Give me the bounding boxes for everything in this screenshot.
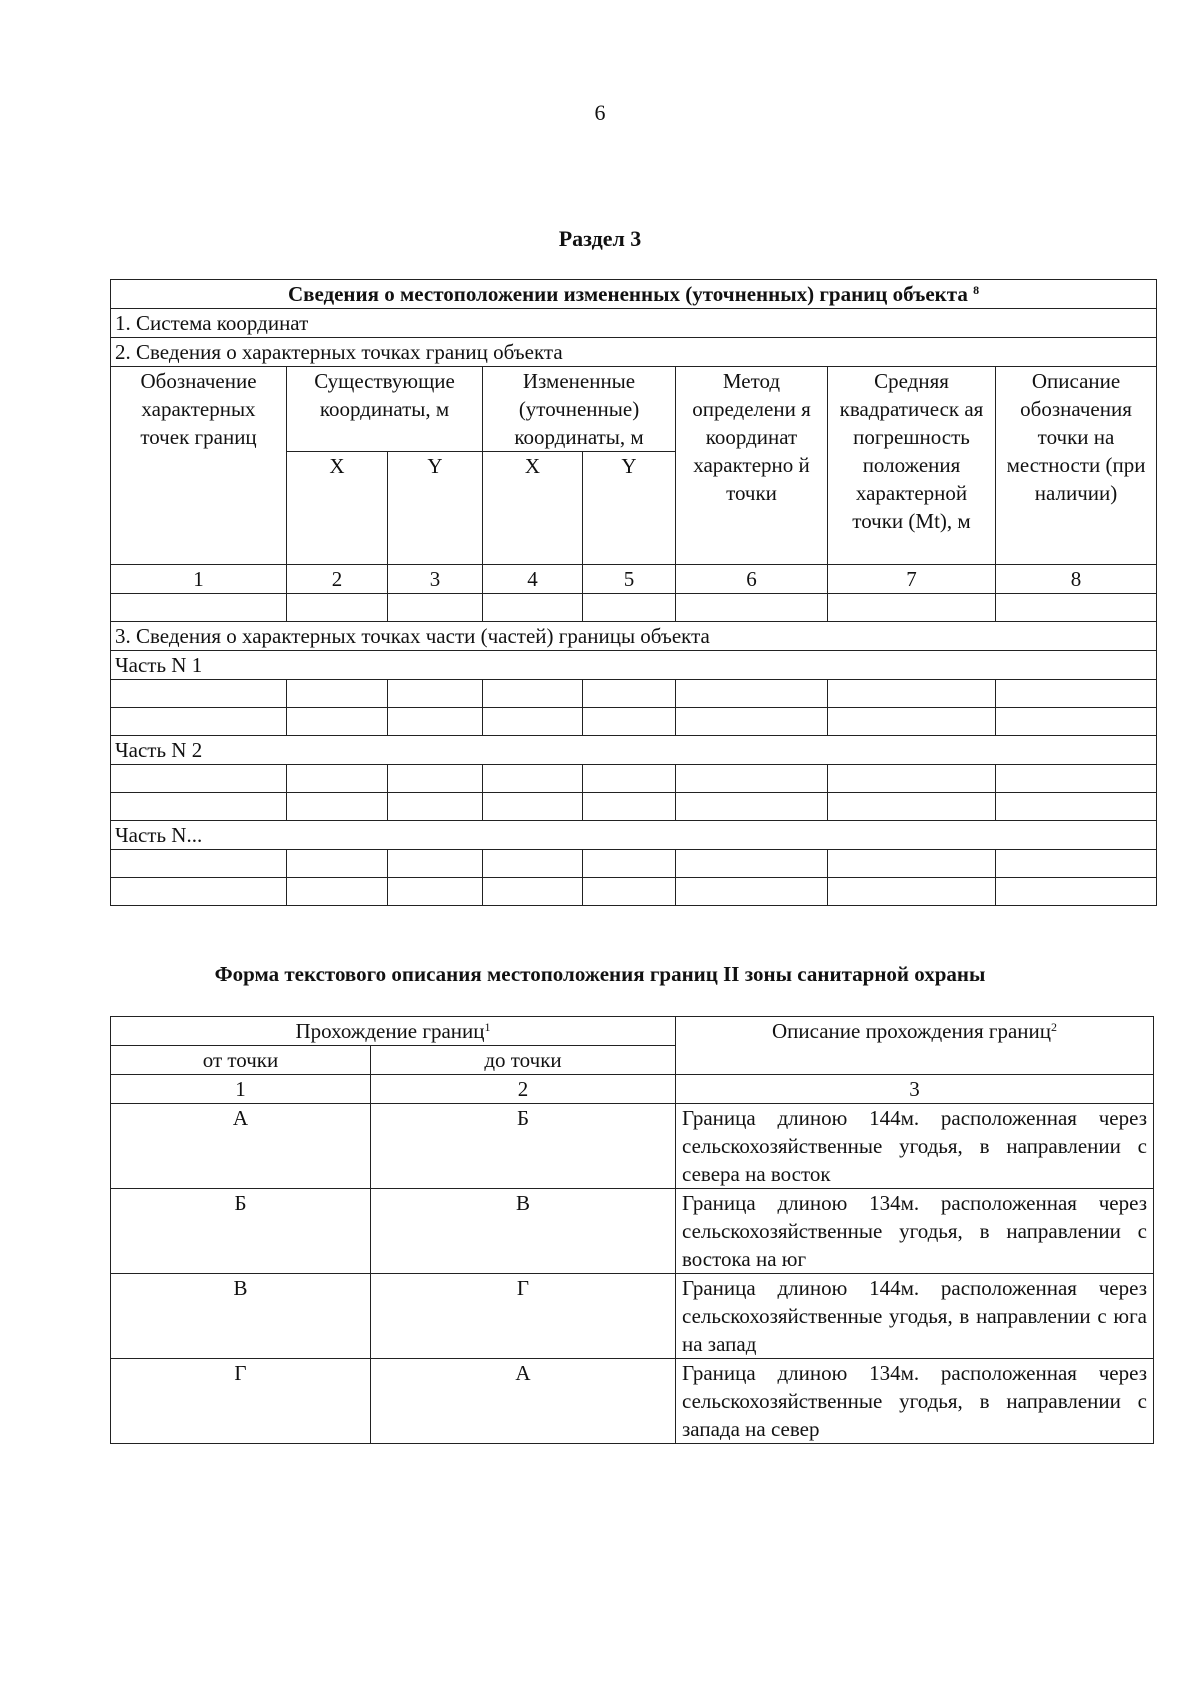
- header-designation: Обозначение характерных точек границ: [111, 367, 287, 565]
- header-to-point: до точки: [371, 1046, 676, 1075]
- header-from-point: от точки: [111, 1046, 371, 1075]
- parts-info-row: 3. Сведения о характерных точках части (частей) границы объекта: [111, 622, 1157, 651]
- boundary-description: Граница длиною 134м. расположенная через сельскохозяйственные угодья, в направлении с запада на север: [676, 1359, 1154, 1444]
- coord-system-row: 1. Система координат: [111, 309, 1157, 338]
- to-point: А: [371, 1359, 676, 1444]
- table-row: [111, 680, 1157, 708]
- part-1-label: Часть N 1: [111, 651, 1157, 680]
- points-info-row: 2. Сведения о характерных точках границ объекта: [111, 338, 1157, 367]
- header-description: Описание обозначения точки на местности (при наличии): [996, 367, 1157, 565]
- to-point: Г: [371, 1274, 676, 1359]
- table-row: [111, 594, 1157, 622]
- table-row: [111, 1274, 1154, 1359]
- header-method: Метод определени я координат характерно й точки: [676, 367, 828, 565]
- table-row: [111, 765, 1157, 793]
- header-error: Средняя квадратическ ая погрешность положения характерной точки (Mt), м: [828, 367, 996, 565]
- table-row: [111, 878, 1157, 906]
- col-number: 3: [676, 1075, 1154, 1104]
- header-x-changed: X: [483, 452, 583, 565]
- header-y-changed: Y: [583, 452, 676, 565]
- header-passage: Прохождение границ$^1$: [111, 1017, 676, 1046]
- from-point: А: [111, 1104, 371, 1189]
- col-number: 2: [371, 1075, 676, 1104]
- col-number: 5: [583, 565, 676, 594]
- col-number: 1: [111, 565, 287, 594]
- table1-title: Сведения о местоположении измененных (уточненных) границ объекта $^8$: [111, 280, 1157, 309]
- col-number: 3: [388, 565, 483, 594]
- boundary-points-table: [110, 279, 1157, 906]
- header-x-existing: X: [287, 452, 388, 565]
- header-changed-coords: Измененные (уточненные) координаты, м: [483, 367, 676, 452]
- boundary-description: Граница длиною 134м. расположенная через сельскохозяйственные угодья, в направлении с востока на юг: [676, 1189, 1154, 1274]
- table-row: [111, 1359, 1154, 1444]
- to-point: В: [371, 1189, 676, 1274]
- header-passage-description: Описание прохождения границ$^2$: [676, 1017, 1154, 1075]
- form-title: Форма текстового описания местоположения границ II зоны санитарной охраны: [214, 962, 986, 986]
- from-point: В: [111, 1274, 371, 1359]
- boundary-description-table: [110, 1016, 1154, 1444]
- col-number: 1: [111, 1075, 371, 1104]
- part-2-label: Часть N 2: [111, 736, 1157, 765]
- header-y-existing: Y: [388, 452, 483, 565]
- part-n-label: Часть N...: [111, 821, 1157, 850]
- table-row: [111, 793, 1157, 821]
- table-row: [111, 708, 1157, 736]
- from-point: Б: [111, 1189, 371, 1274]
- table-row: [111, 1104, 1154, 1189]
- col-number: 7: [828, 565, 996, 594]
- boundary-description: Граница длиною 144м. расположенная через сельскохозяйственные угодья, в направлении с севера на восток: [676, 1104, 1154, 1189]
- table-row: [111, 850, 1157, 878]
- to-point: Б: [371, 1104, 676, 1189]
- col-number: 2: [287, 565, 388, 594]
- header-existing-coords: Существующие координаты, м: [287, 367, 483, 452]
- col-number: 8: [996, 565, 1157, 594]
- table-row: [111, 1189, 1154, 1274]
- boundary-description: Граница длиною 144м. расположенная через сельскохозяйственные угодья, в направлении с юга на запад: [676, 1274, 1154, 1359]
- section-title: Раздел 3: [558, 226, 642, 251]
- from-point: Г: [111, 1359, 371, 1444]
- col-number: 6: [676, 565, 828, 594]
- col-number: 4: [483, 565, 583, 594]
- page-number: 6: [594, 100, 606, 125]
